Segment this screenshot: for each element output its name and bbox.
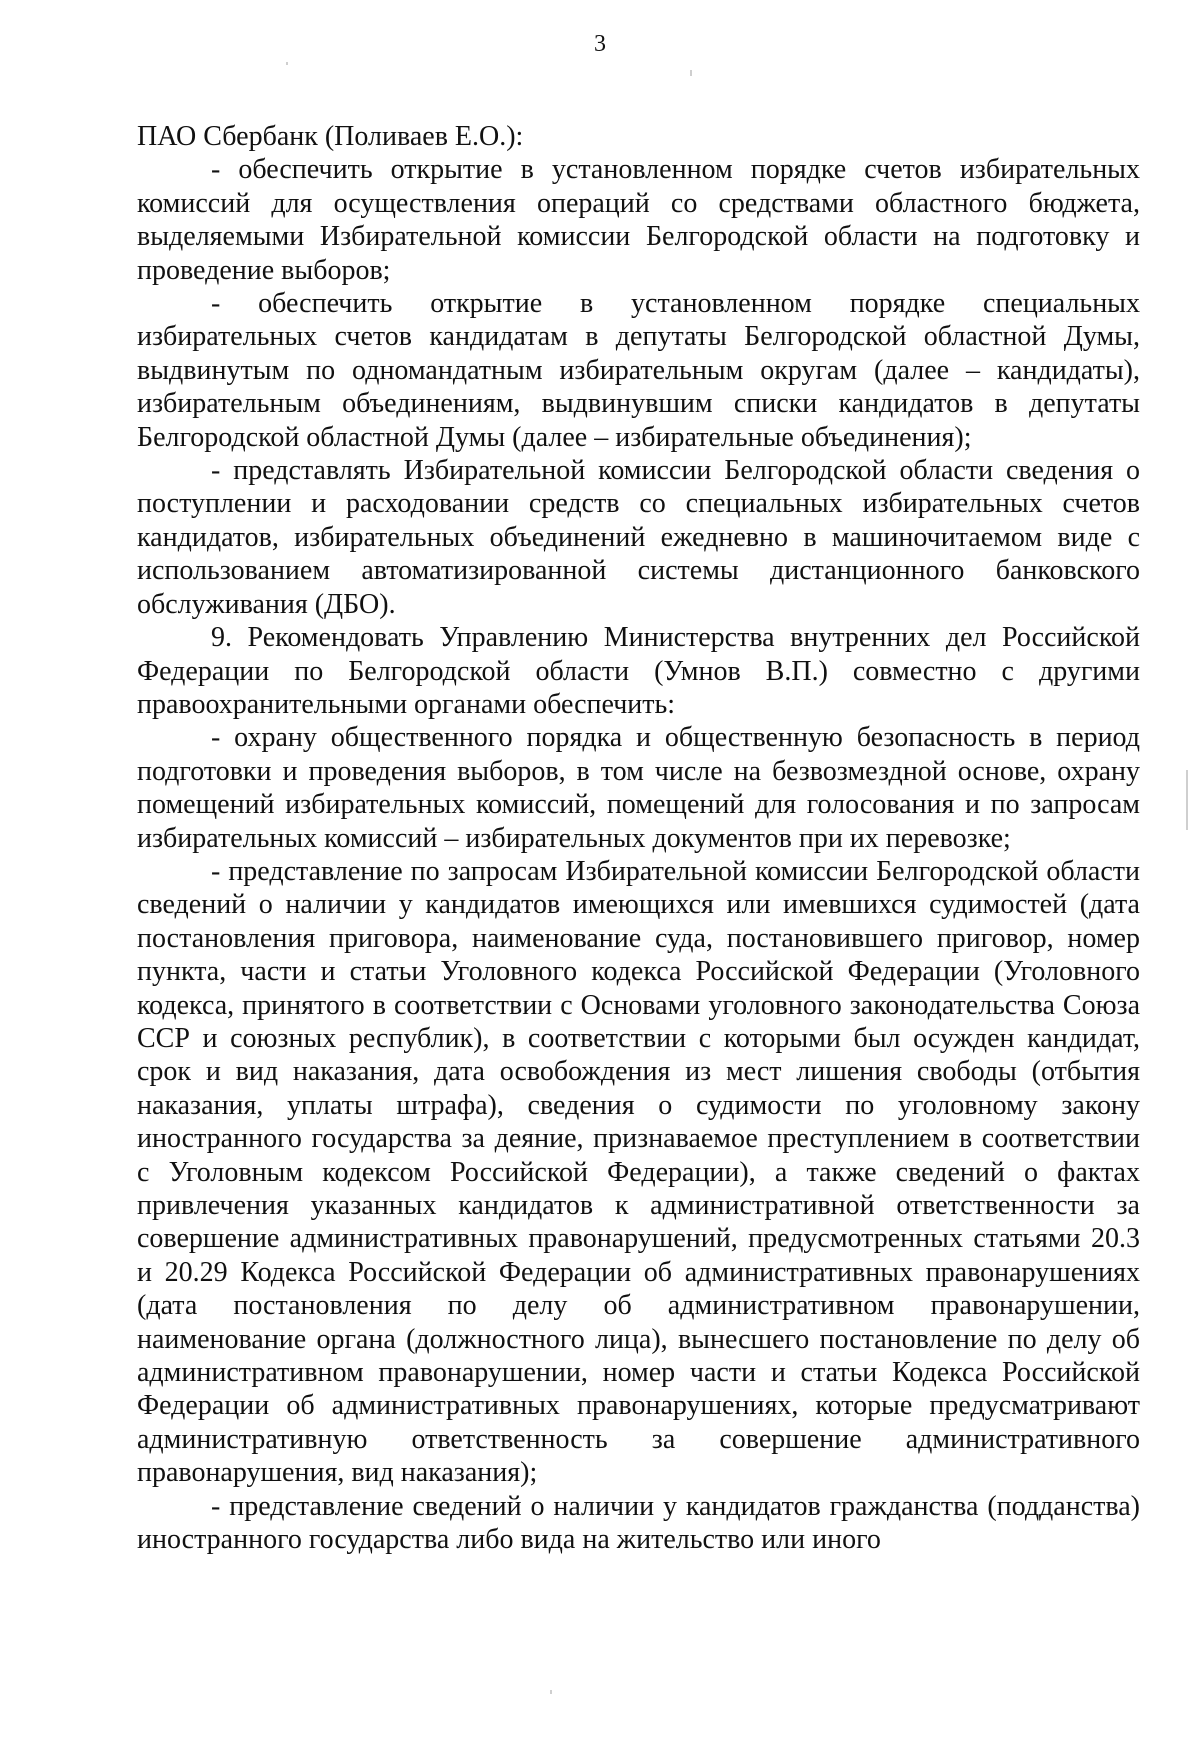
scan-speck	[286, 62, 288, 65]
paragraph: - представление по запросам Избирательной комиссии Белгородской области сведений о наличии у кандидатов имеющихся или имевшихся судимостей (дата постановления приговора, наименование суда, постановившего приговор, номер пункта, части и статьи Уголовного кодекса Российской Федерации (Уголовного кодекса, принятого в соответствии с Основами уголовного законодательства Союза ССР и союзных республик), в соответствии с которыми был осужден кандидат, срок и вид наказания, дата освобождения из мест лишения свободы (отбытия наказания, уплаты штрафа), сведения о судимости по уголовному закону иностранного государства за деяние, признаваемое преступлением в соответствии с Уголовным кодексом Российской Федерации), а также сведений о фактах привлечения указанных кандидатов к административной ответственности за совершение административных правонарушений, предусмотренных статьями 20.3 и 20.29 Кодекса Российской Федерации об административных правонарушениях (дата постановления по делу об административном правонарушении, наименование органа (должностного лица), вынесшего постановление по делу об административном правонарушении, номер части и статьи Кодекса Российской Федерации об административных правонарушениях, которые предусматривают административную ответственность за совершение административного правонарушения, вид наказания);	[137, 855, 1140, 1489]
paragraph: - представление сведений о наличии у кандидатов гражданства (подданства) иностранного государства либо вида на жительство или иного	[137, 1490, 1140, 1556]
paragraph: - охрану общественного порядка и общественную безопасность в период подготовки и проведения выборов, в том числе на безвозмездной основе, охрану помещений избирательных комиссий, помещений для голосования и по запросам избирательных комиссий – избирательных документов при их перевозке;	[137, 722, 1140, 854]
paragraph-heading: ПАО Сбербанк (Поливаев Е.О.):	[137, 121, 524, 152]
paragraph: - обеспечить открытие в установленном порядке специальных избирательных счетов кандидатам в депутаты Белгородской областной Думы, выдвинутым по одномандатным избирательным округам (далее – кандидаты), избирательным объединениям, выдвинувшим списки кандидатов в депутаты Белгородской областной Думы (далее – избирательные объединения);	[137, 288, 1140, 453]
page-number: 3	[594, 31, 606, 57]
scan-speck	[550, 1690, 552, 1694]
paragraph: - представлять Избирательной комиссии Белгородской области сведения о поступлении и расходовании средств со специальных избирательных счетов кандидатов, избирательных объединений ежедневно в машиночитаемом виде с использованием автоматизированной системы дистанционного банковского обслуживания (ДБО).	[137, 455, 1140, 620]
paragraph: - обеспечить открытие в установленном порядке счетов избирательных комиссий для осуществления операций со средствами областного бюджета, выделяемыми Избирательной комиссии Белгородской области на подготовку и проведение выборов;	[137, 154, 1140, 286]
paragraph-item-9: 9. Рекомендовать Управлению Министерства внутренних дел Российской Федерации по Белгородской области (Умнов В.П.) совместно с другими правоохранительными органами обеспечить:	[137, 622, 1140, 720]
scan-speck	[690, 70, 692, 76]
document-body	[137, 120, 1140, 1556]
scan-speck	[1186, 770, 1188, 830]
